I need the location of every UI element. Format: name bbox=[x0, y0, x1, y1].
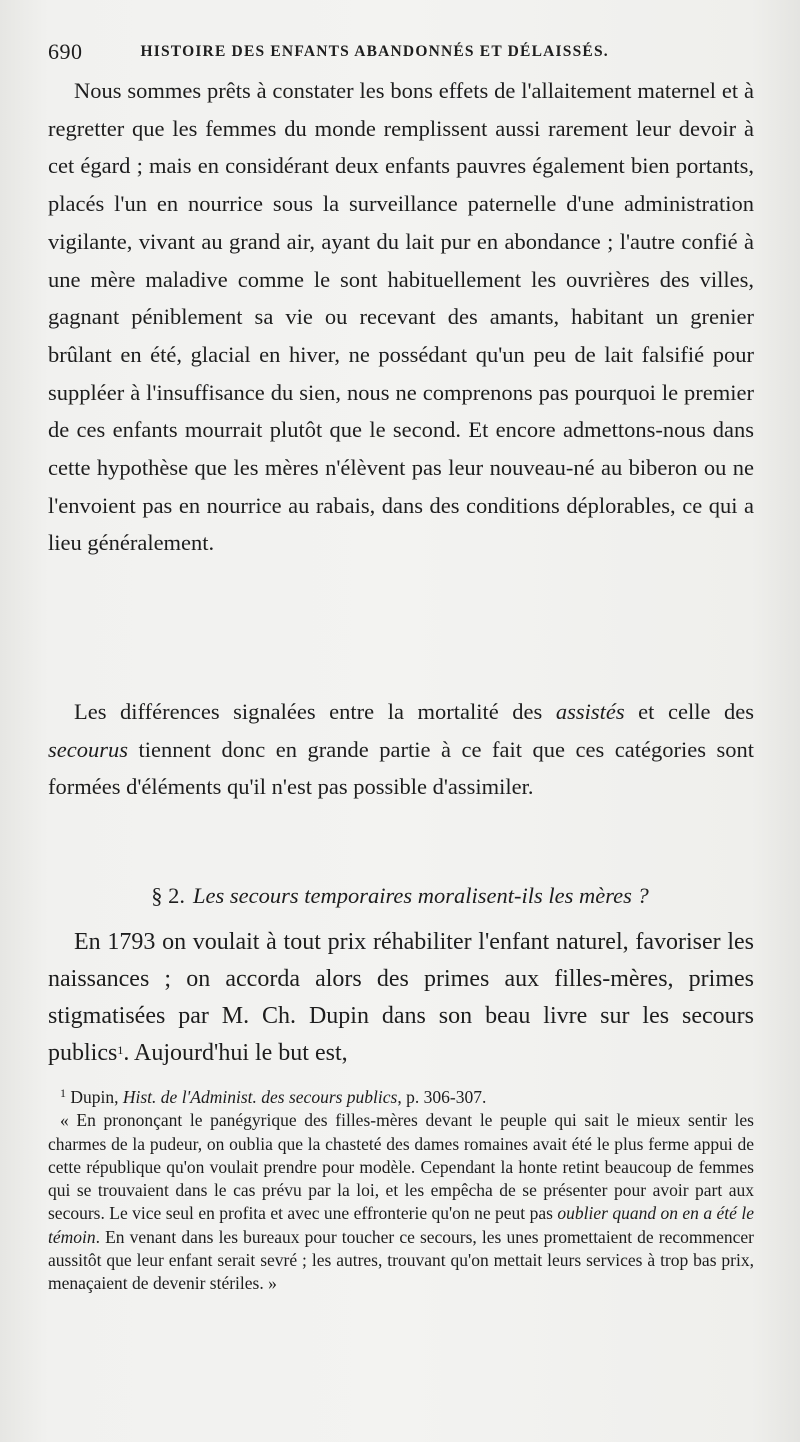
paragraph-text: En 1793 on voulait à tout prix réhabiliter l'enfant naturel, favoriser les naissances ; on accorda alors des primes aux filles-mères, primes stigmatisées par M. Ch. Dupin dans son beau livre sur les secours publics bbox=[48, 929, 754, 1066]
paragraph-allaitement: Nous sommes prêts à constater les bons effets de l'allaitement maternel et à regretter que les femmes du monde remplissent aussi rarement leur devoir à cet égard ; mais en considérant deux enfants pauvres également bien portants, placés l'un en nourrice sous la surveillance paternelle d'une administration vigilante, vivant au grand air, ayant du lait pur en abondance ; l'autre confié à une mère maladive comme le sont habituellement les ouvrières des villes, gagnant péniblement sa vie ou recevant des amants, habitant un grenier brûlant en été, glacial en hiver, ne possédant qu'un peu de lait falsifié pour suppléer à l'insuffisance du sien, nous ne comprenons pas pourquoi le premier de ces enfants mourrait plutôt que le second. Et encore admettons-nous dans cette hypothèse que les mères n'élèvent pas leur nouveau-né au biberon ou ne l'envoient pas en nourrice au rabais, dans des conditions déplorables, ce qui a lieu généralement. bbox=[48, 78, 754, 556]
quotation-text: « En prononçant le panégyrique des filles-mères devant le peuple qui sait le mieux sentir les charmes de la pudeur, on oublia que la chasteté des dames romaines avait été le plus ferme appui de cette république qu'on voulait prendre pour modèle. Cependant la honte retint beaucoup de femmes qui se trouvaient dans le cas prévu par la loi, et les empêcha de se présenter pour avoir part aux secours. Le vice seul en profita et avec une effronterie qu'on ne peut pas bbox=[48, 1110, 754, 1224]
quotation-text: . En venant dans les bureaux pour toucher ce secours, les unes promettaient de recommencer aussitôt que leur enfant serait sevré ; les autres, trouvant qu'on mettait leurs services à trop bas prix, menaçaient de devenir stériles. » bbox=[48, 1226, 754, 1294]
term-assistes: assistés bbox=[555, 699, 625, 724]
page-number: 690 bbox=[48, 39, 83, 64]
paragraph-differences bbox=[48, 693, 754, 806]
footnote-author: Dupin, bbox=[66, 1087, 123, 1107]
quotation-italic: oublier quand on en a été le témoin bbox=[48, 1203, 754, 1247]
term-secourus: secourus bbox=[48, 736, 128, 762]
section-heading bbox=[0, 876, 800, 916]
footnote-quotation bbox=[48, 1109, 754, 1295]
footnote-pages: , p. 306-307. bbox=[397, 1087, 487, 1107]
footnote-1 bbox=[48, 1086, 754, 1109]
section-number: § 2. bbox=[151, 883, 185, 908]
footnote-reference: 1 bbox=[117, 1043, 124, 1057]
footnote-book-title: Hist. de l'Administ. des secours publics bbox=[122, 1087, 398, 1107]
paragraph-1793 bbox=[48, 924, 754, 1072]
running-title: HISTOIRE DES ENFANTS ABANDONNÉS ET DÉLAISSÉS. bbox=[140, 43, 609, 60]
paragraph-text: . Aujourd'hui le but est, bbox=[123, 1040, 348, 1066]
paragraph-text: tiennent donc en grande partie à ce fait que ces catégories sont formées d'éléments qu'il n'est pas possible d'assimiler. bbox=[48, 736, 754, 800]
footnote-marker: 1 bbox=[60, 1086, 66, 1100]
paragraph-text: Les différences signalées entre la mortalité des bbox=[74, 699, 556, 724]
footnotes bbox=[48, 1086, 754, 1296]
page-header bbox=[48, 36, 748, 68]
section-title: Les secours temporaires moralisent-ils les mères ? bbox=[192, 883, 649, 908]
paragraph-text: et celle des bbox=[624, 699, 754, 724]
